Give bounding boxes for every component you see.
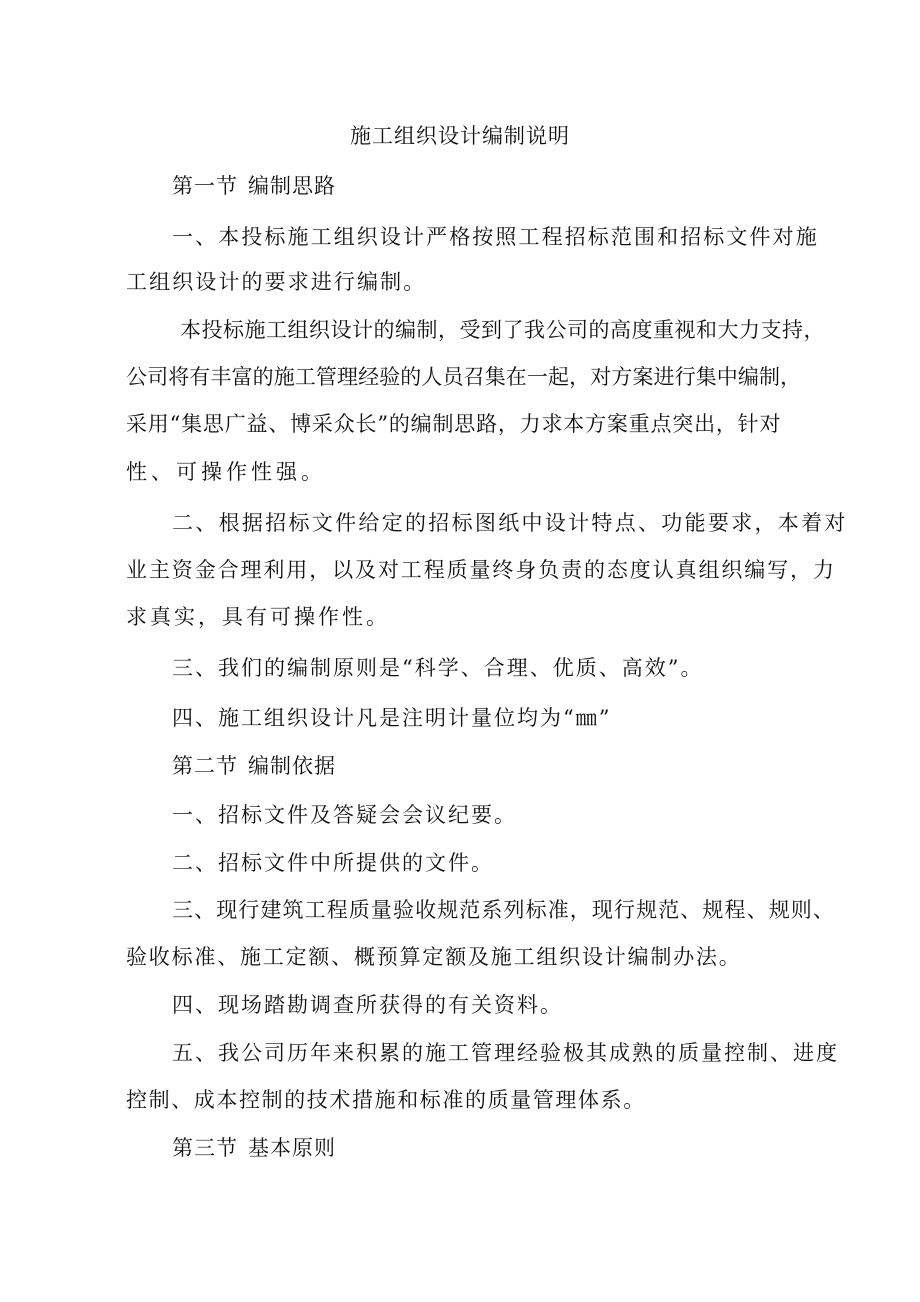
paragraph-line: 三、现行建筑工程质量验收规范系列标准，现行规范、规程、规则、 [172, 898, 835, 922]
paragraph-line: 性、可操作性强。 [126, 460, 326, 484]
paragraph-line: 五、我公司历年来积累的施工管理经验极其成熟的质量控制、进度 [172, 1041, 839, 1065]
section-name: 编制依据 [248, 754, 336, 778]
paragraph-line: 控制、成本控制的技术措施和标准的质量管理体系。 [126, 1088, 646, 1112]
paragraph-line: 一、招标文件及答疑会会议纪要。 [172, 803, 517, 827]
section-label: 第二节 [172, 754, 238, 778]
section-name: 基本原则 [248, 1136, 336, 1160]
paragraph-line: 四、施工组织设计凡是注明计量位均为“㎜” [172, 706, 612, 730]
paragraph-line: 二、根据招标文件给定的招标图纸中设计特点、功能要求，本着对 [172, 511, 848, 535]
paragraph-line: 一、本投标施工组织设计严格按照工程招标范围和招标文件对施 [172, 225, 819, 249]
paragraph-line: 求真实，具有可操作性。 [126, 605, 390, 629]
document-title: 施工组织设计编制说明 [350, 124, 570, 148]
paragraph-line: 采用“集思广益、博采众长”的编制思路，力求本方案重点突出，针对 [126, 412, 782, 436]
section-name: 编制思路 [248, 174, 336, 198]
paragraph-line: 验收标准、施工定额、概预算定额及施工组织设计编制办法。 [126, 945, 742, 969]
paragraph-line: 二、招标文件中所提供的文件。 [172, 851, 494, 875]
paragraph-line: 业主资金合理利用，以及对工程质量终身负责的态度认真组织编写，力 [126, 558, 836, 582]
section-heading-2 [172, 752, 336, 780]
paragraph-line: 本投标施工组织设计的编制，受到了我公司的高度重视和大力支持， [180, 318, 825, 342]
paragraph-line: 工组织设计的要求进行编制。 [126, 270, 427, 294]
section-label: 第一节 [172, 174, 238, 198]
section-heading-1 [172, 172, 336, 200]
section-heading-3 [172, 1134, 336, 1162]
paragraph-line: 四、现场踏勘调查所获得的有关资料。 [172, 993, 563, 1017]
section-label: 第三节 [172, 1136, 238, 1160]
paragraph-line: 公司将有丰富的施工管理经验的人员召集在一起，对方案进行集中编制， [126, 365, 802, 389]
paragraph-line: 三、我们的编制原则是“科学、合理、优质、高效”。 [172, 656, 704, 680]
